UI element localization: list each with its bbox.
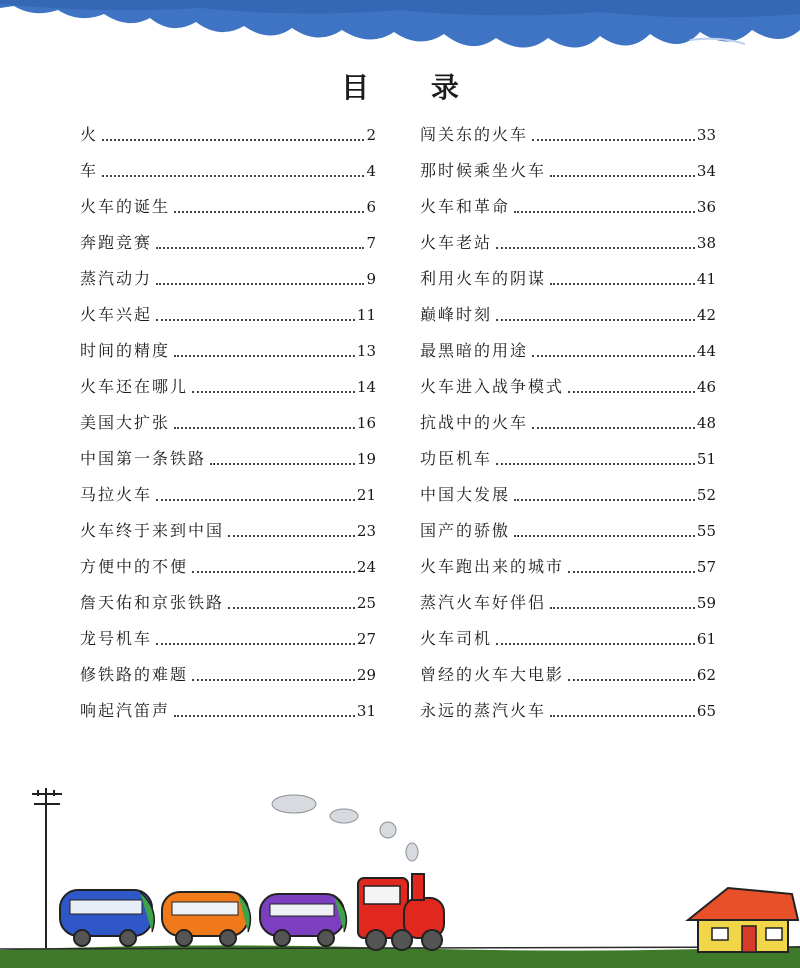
toc-entry[interactable] bbox=[420, 368, 716, 404]
toc-leader-dots bbox=[496, 319, 695, 321]
toc-entry[interactable] bbox=[420, 656, 716, 692]
toc-leader-dots bbox=[174, 355, 355, 357]
toc-entry-page: 51 bbox=[696, 450, 716, 468]
toc-entry-title: 蒸汽动力 bbox=[80, 269, 153, 288]
train-car-blue bbox=[60, 890, 154, 946]
toc-entry-page: 57 bbox=[696, 558, 716, 576]
toc-entry[interactable] bbox=[80, 620, 376, 656]
toc-entry-page: 19 bbox=[356, 450, 376, 468]
toc-leader-dots bbox=[192, 679, 355, 681]
toc-entry-page: 4 bbox=[366, 162, 376, 180]
toc-entry-page: 2 bbox=[366, 126, 376, 144]
toc-entry-title: 那时候乘坐火车 bbox=[420, 161, 547, 180]
toc-leader-dots bbox=[192, 391, 355, 393]
toc-entry-page: 42 bbox=[696, 306, 716, 324]
toc-entry[interactable] bbox=[80, 188, 376, 224]
toc-entry[interactable] bbox=[80, 296, 376, 332]
toc-entry[interactable] bbox=[80, 440, 376, 476]
toc-entry-title: 国产的骄傲 bbox=[420, 521, 511, 540]
toc-leader-dots bbox=[550, 607, 695, 609]
toc-leader-dots bbox=[174, 211, 364, 213]
toc-entry[interactable] bbox=[80, 116, 376, 152]
toc-entry-title: 响起汽笛声 bbox=[80, 701, 171, 720]
toc-entry-title: 巅峰时刻 bbox=[420, 305, 493, 324]
toc-entry-page: 29 bbox=[356, 666, 376, 684]
steam-train-icon bbox=[358, 874, 444, 950]
toc-entry-page: 24 bbox=[356, 558, 376, 576]
toc-leader-dots bbox=[532, 139, 695, 141]
toc-entry[interactable] bbox=[80, 152, 376, 188]
toc-entry[interactable] bbox=[80, 332, 376, 368]
toc-entry-page: 61 bbox=[696, 630, 716, 648]
toc-entry-title: 火车老站 bbox=[420, 233, 493, 252]
toc-entry-page: 25 bbox=[356, 594, 376, 612]
toc-entry-page: 36 bbox=[696, 198, 716, 216]
toc-entry[interactable] bbox=[80, 656, 376, 692]
toc-leader-dots bbox=[228, 607, 355, 609]
toc-entry-page: 9 bbox=[366, 270, 376, 288]
toc-entry[interactable] bbox=[420, 296, 716, 332]
steam-cloud-icon bbox=[272, 795, 418, 861]
toc-entry-page: 13 bbox=[356, 342, 376, 360]
toc-entry-page: 11 bbox=[356, 306, 376, 324]
toc-entry-title: 最黑暗的用途 bbox=[420, 341, 529, 360]
toc-entry[interactable] bbox=[420, 512, 716, 548]
toc-entry-title: 车 bbox=[80, 161, 99, 180]
toc-leader-dots bbox=[532, 427, 695, 429]
toc-entry-title: 中国大发展 bbox=[420, 485, 511, 504]
toc-leader-dots bbox=[568, 679, 695, 681]
toc-entry-title: 修铁路的难题 bbox=[80, 665, 189, 684]
toc-column-right bbox=[420, 116, 716, 728]
toc-entry-page: 16 bbox=[356, 414, 376, 432]
train-illustration bbox=[0, 770, 800, 968]
toc-entry-title: 奔跑竞赛 bbox=[80, 233, 153, 252]
toc-leader-dots bbox=[102, 139, 364, 141]
toc-entry[interactable] bbox=[80, 548, 376, 584]
toc-leader-dots bbox=[568, 391, 695, 393]
toc-entry[interactable] bbox=[80, 692, 376, 728]
toc-entry-title: 方便中的不便 bbox=[80, 557, 189, 576]
toc-entry-page: 59 bbox=[696, 594, 716, 612]
toc-leader-dots bbox=[156, 319, 355, 321]
toc-leader-dots bbox=[514, 211, 695, 213]
toc-entry-title: 火车的诞生 bbox=[80, 197, 171, 216]
toc-entry[interactable] bbox=[420, 584, 716, 620]
toc-entry[interactable] bbox=[80, 584, 376, 620]
toc-entry[interactable] bbox=[420, 440, 716, 476]
house-icon bbox=[688, 888, 798, 952]
toc-entry-page: 31 bbox=[356, 702, 376, 720]
toc-entry-page: 46 bbox=[696, 378, 716, 396]
toc-entry-title: 时间的精度 bbox=[80, 341, 171, 360]
toc-entry[interactable] bbox=[420, 188, 716, 224]
toc-entry-page: 7 bbox=[366, 234, 376, 252]
toc-leader-dots bbox=[156, 499, 355, 501]
toc-entry-page: 38 bbox=[696, 234, 716, 252]
toc-leader-dots bbox=[156, 247, 364, 249]
toc-leader-dots bbox=[156, 283, 364, 285]
toc-entry-page: 33 bbox=[696, 126, 716, 144]
toc-entry-page: 23 bbox=[356, 522, 376, 540]
toc-entry[interactable] bbox=[420, 692, 716, 728]
toc-leader-dots bbox=[496, 463, 695, 465]
toc-leader-dots bbox=[514, 499, 695, 501]
toc-entry-title: 火车和革命 bbox=[420, 197, 511, 216]
toc-entry-title: 蒸汽火车好伴侣 bbox=[420, 593, 547, 612]
toc-entry[interactable] bbox=[80, 512, 376, 548]
toc-entry[interactable] bbox=[420, 620, 716, 656]
toc-entry-title: 火车跑出来的城市 bbox=[420, 557, 565, 576]
toc-entry-title: 利用火车的阴谋 bbox=[420, 269, 547, 288]
toc-leader-dots bbox=[228, 535, 355, 537]
toc-entry-title: 火车终于来到中国 bbox=[80, 521, 225, 540]
toc-column-left bbox=[80, 116, 376, 728]
toc-entry[interactable] bbox=[80, 476, 376, 512]
toc-entry[interactable] bbox=[420, 224, 716, 260]
toc-entry-page: 21 bbox=[356, 486, 376, 504]
toc-entry[interactable] bbox=[80, 368, 376, 404]
train-car-purple bbox=[260, 894, 346, 946]
toc-leader-dots bbox=[568, 571, 695, 573]
toc-entry-page: 52 bbox=[696, 486, 716, 504]
toc-entry-title: 曾经的火车大电影 bbox=[420, 665, 565, 684]
toc-entry-page: 44 bbox=[696, 342, 716, 360]
toc-leader-dots bbox=[532, 355, 695, 357]
toc-entry[interactable] bbox=[420, 260, 716, 296]
toc-leader-dots bbox=[174, 715, 355, 717]
toc-entry[interactable] bbox=[420, 548, 716, 584]
toc-entry-page: 34 bbox=[696, 162, 716, 180]
toc-entry-title: 火 bbox=[80, 125, 99, 144]
toc-entry-title: 闯关东的火车 bbox=[420, 125, 529, 144]
toc-entry[interactable] bbox=[420, 404, 716, 440]
toc-entry[interactable] bbox=[420, 152, 716, 188]
toc-leader-dots bbox=[210, 463, 355, 465]
toc-entry-title: 中国第一条铁路 bbox=[80, 449, 207, 468]
toc-leader-dots bbox=[550, 175, 695, 177]
toc-entry-page: 14 bbox=[356, 378, 376, 396]
toc-leader-dots bbox=[550, 283, 695, 285]
toc-leader-dots bbox=[514, 535, 695, 537]
toc-entry-title: 抗战中的火车 bbox=[420, 413, 529, 432]
toc-entry-page: 65 bbox=[696, 702, 716, 720]
toc-entry-page: 27 bbox=[356, 630, 376, 648]
toc-entry[interactable] bbox=[420, 116, 716, 152]
toc-entry-page: 48 bbox=[696, 414, 716, 432]
toc-entry-title: 美国大扩张 bbox=[80, 413, 171, 432]
toc-entry[interactable] bbox=[420, 476, 716, 512]
toc-leader-dots bbox=[192, 571, 355, 573]
toc-entry-title: 永远的蒸汽火车 bbox=[420, 701, 547, 720]
toc-entry[interactable] bbox=[80, 260, 376, 296]
toc-entry-title: 马拉火车 bbox=[80, 485, 153, 504]
toc-entry-page: 55 bbox=[696, 522, 716, 540]
page-title: 目 录 bbox=[341, 71, 485, 104]
toc-leader-dots bbox=[102, 175, 364, 177]
toc-entry-title: 詹天佑和京张铁路 bbox=[80, 593, 225, 612]
toc-entry[interactable] bbox=[80, 404, 376, 440]
toc-entry-title: 火车司机 bbox=[420, 629, 493, 648]
toc-entry-page: 41 bbox=[696, 270, 716, 288]
train-car-orange bbox=[162, 892, 250, 946]
toc-entry[interactable] bbox=[420, 332, 716, 368]
toc-entry-title: 龙号机车 bbox=[80, 629, 153, 648]
toc-entry[interactable] bbox=[80, 224, 376, 260]
toc-leader-dots bbox=[550, 715, 695, 717]
sky-cloud-banner bbox=[0, 0, 800, 60]
toc-leader-dots bbox=[496, 247, 695, 249]
toc-leader-dots bbox=[156, 643, 355, 645]
toc-entry-page: 6 bbox=[366, 198, 376, 216]
telegraph-pole-icon bbox=[32, 788, 62, 948]
toc-entry-title: 功臣机车 bbox=[420, 449, 493, 468]
toc-entry-title: 火车进入战争模式 bbox=[420, 377, 565, 396]
toc-leader-dots bbox=[496, 643, 695, 645]
toc-leader-dots bbox=[174, 427, 355, 429]
toc-entry-title: 火车还在哪儿 bbox=[80, 377, 189, 396]
toc-entry-title: 火车兴起 bbox=[80, 305, 153, 324]
toc-entry-page: 62 bbox=[696, 666, 716, 684]
